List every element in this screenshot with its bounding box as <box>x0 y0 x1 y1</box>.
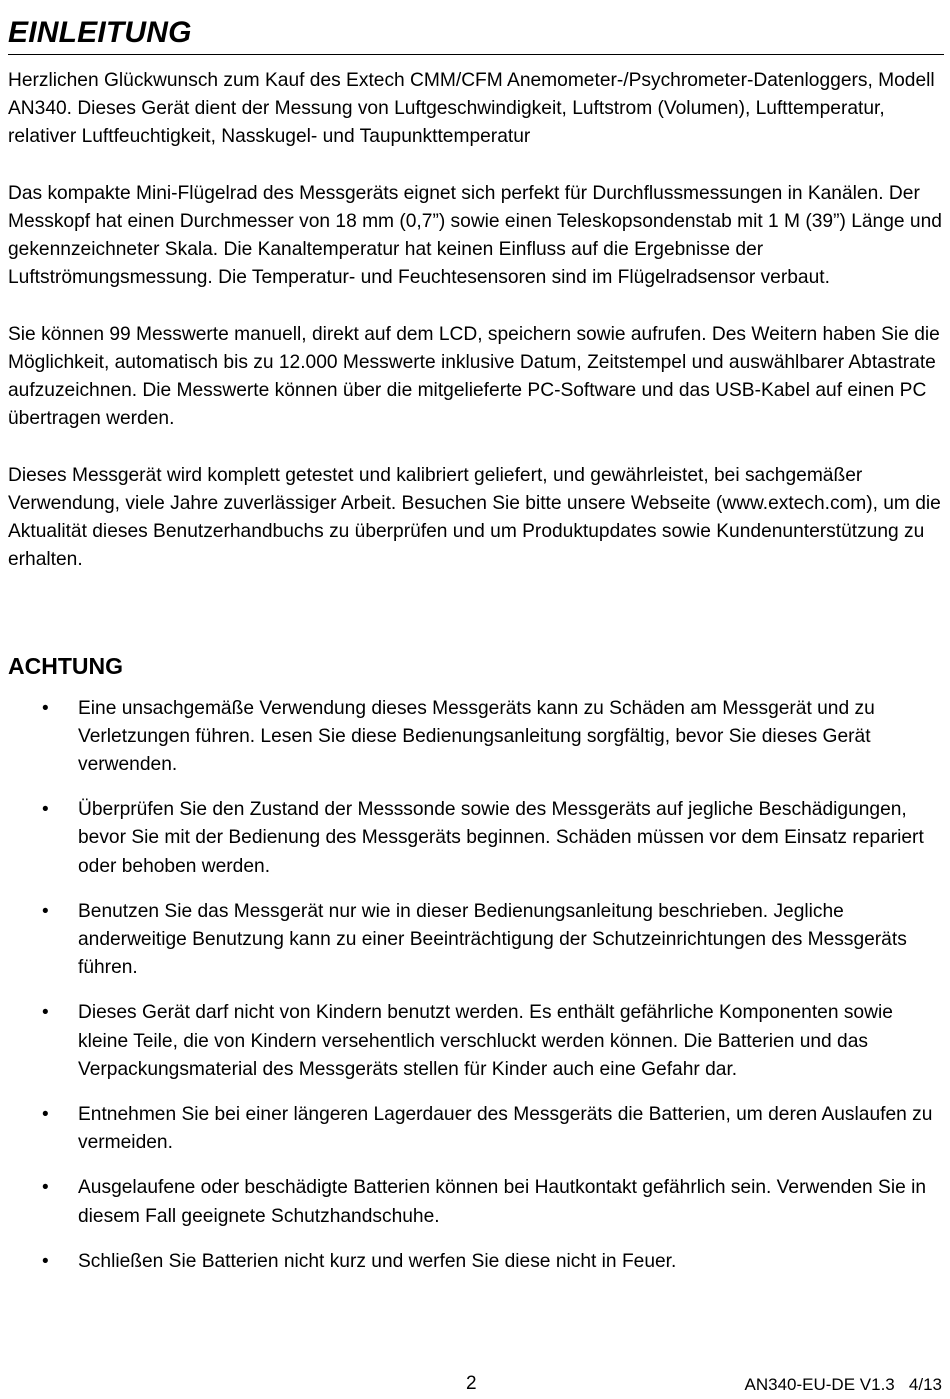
warning-item <box>8 1248 944 1276</box>
warning-item <box>8 1174 944 1230</box>
bullet-icon: • <box>42 1250 49 1272</box>
bullet-icon: • <box>42 1177 49 1199</box>
warning-item <box>8 1101 944 1157</box>
bullet-icon: • <box>42 799 49 821</box>
warning-item <box>8 796 944 881</box>
warning-text: Ausgelaufene oder beschädigte Batterien können bei Hautkontakt gefährlich sein. Verwenden Sie in diesem Fall geeignete Schutzhandschuhe. <box>78 1177 927 1227</box>
page-number: 2 <box>466 1373 477 1394</box>
warning-item <box>8 999 944 1084</box>
section-heading-einleitung: EINLEITUNG <box>8 14 944 55</box>
warning-text: Schließen Sie Batterien nicht kurz und werfen Sie diese nicht in Feuer. <box>78 1250 677 1272</box>
warning-item <box>8 898 944 983</box>
warning-text: Eine unsachgemäße Verwendung dieses Messgeräts kann zu Schäden am Messgerät und zu Verletzungen führen. Lesen Sie diese Bedienungsanleitung sorgfältig, bevor Sie dieses Gerät verwenden. <box>78 697 875 776</box>
section-heading-achtung: ACHTUNG <box>8 652 123 679</box>
warning-text: Benutzen Sie das Messgerät nur wie in dieser Bedienungsanleitung beschrieben. Jegliche anderweitige Benutzung kann zu einer Beeinträchtigung der Schutzeinrichtungen des Messgeräts führen. <box>78 900 907 979</box>
document-id: AN340-EU-DE V1.3 4/13 <box>744 1375 942 1394</box>
intro-paragraph-4: Dieses Messgerät wird komplett getestet und kalibriert geliefert, und gewährleistet, bei sachgemäßer Verwendung, viele Jahre zuverlässiger Arbeit. Besuchen Sie bitte unsere Webseite (www.extech.com), um die Aktualität dieses Benutzerhandbuchs zu überprüfen und um Produktupdates sowie Kundenunterstützung zu erhalten. <box>8 464 941 571</box>
bullet-icon: • <box>42 900 49 922</box>
warning-text: Dieses Gerät darf nicht von Kindern benutzt werden. Es enthält gefährliche Komponenten sowie kleine Teile, die von Kindern versehentlich verschluckt werden können. Die Batterien und das Verpackungsmaterial des Messgeräts stellen für Kinder auch eine Gefahr dar. <box>78 1002 893 1080</box>
intro-paragraph-3: Sie können 99 Messwerte manuell, direkt auf dem LCD, speichern sowie aufrufen. Des Weitern haben Sie die Möglichkeit, automatisch bis zu 12.000 Messwerte inklusive Datum, Zeitstempel und auswählbarer Abtastrate aufzuzeichnen. Die Messwerte können über die mitgelieferte PC-Software und das USB-Kabel auf einen PC übertragen werden. <box>8 323 940 430</box>
warning-text: Überprüfen Sie den Zustand der Messsonde sowie des Messgeräts auf jegliche Beschädigungen, bevor Sie mit der Bedienung des Messgeräts beginnen. Schäden müssen vor dem Einsatz repariert oder behoben werden. <box>78 799 924 877</box>
warning-list <box>8 695 944 1276</box>
warning-item <box>8 695 944 780</box>
bullet-icon: • <box>42 1104 49 1126</box>
intro-paragraph-2: Das kompakte Mini-Flügelrad des Messgeräts eignet sich perfekt für Durchflussmessungen in Kanälen. Der Messkopf hat einen Durchmesser von 18 mm (0,7”) sowie einen Teleskopsondenstab mit 1 M (39”) Länge und gekennzeichneter Skala. Die Kanaltemperatur hat keinen Einfluss auf die Ergebnisse der Luftströmungsmessung. Die Temperatur- und Feuchtesensoren sind im Flügelradsensor verbaut. <box>8 182 942 289</box>
document-page <box>8 0 944 1293</box>
bullet-icon: • <box>42 1002 49 1024</box>
warning-text: Entnehmen Sie bei einer längeren Lagerdauer des Messgeräts die Batterien, um deren Auslaufen zu vermeiden. <box>78 1104 933 1154</box>
intro-paragraph-1: Herzlichen Glückwunsch zum Kauf des Extech CMM/CFM Anemometer-/Psychrometer-Datenloggers, Modell AN340. Dieses Gerät dient der Messung von Luftgeschwindigkeit, Luftstrom (Volumen), Lufttemperatur, relativer Luftfeuchtigkeit, Nasskugel- und Taupunkttemperatur <box>8 70 935 148</box>
bullet-icon: • <box>42 697 49 719</box>
